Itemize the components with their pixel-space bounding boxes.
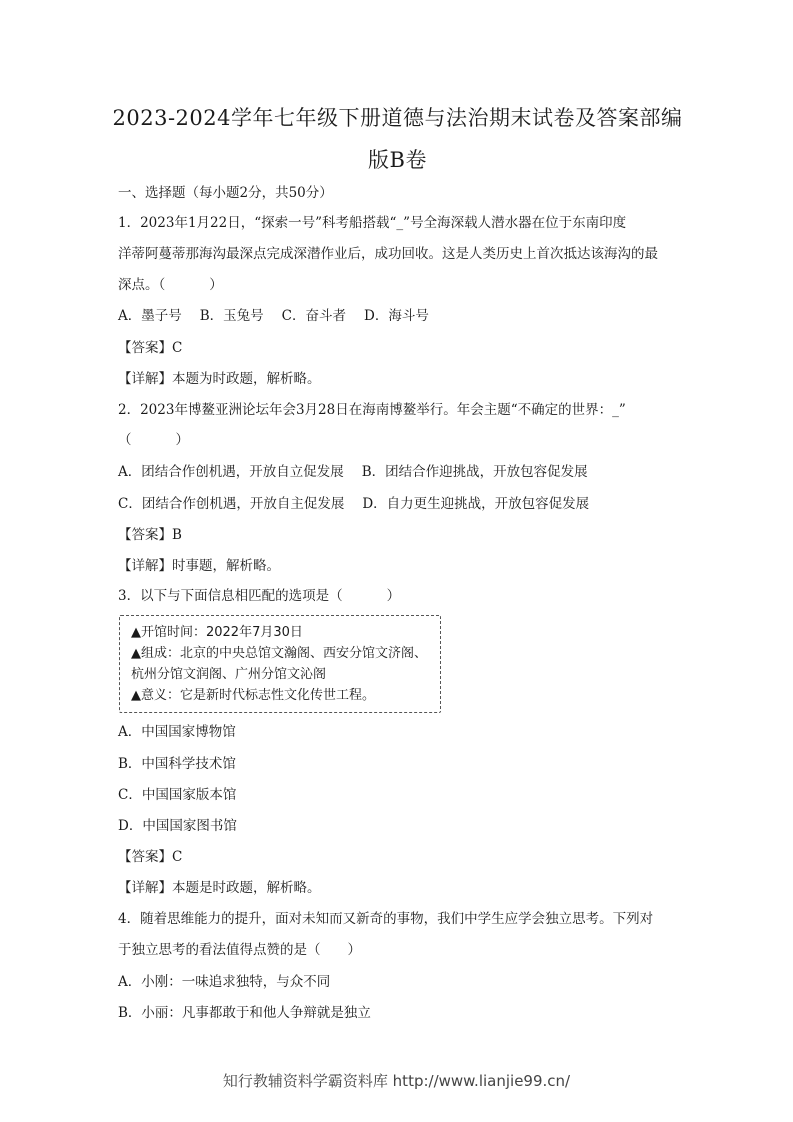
q1-option-b: B．玉兔号 xyxy=(199,308,264,324)
q2-option-b: B．团结合作迎挑战，开放包容促发展 xyxy=(361,464,588,480)
q3-stem-text: 3．以下与下面信息相匹配的选项是（ xyxy=(118,588,343,604)
document-title-line1: 2023-2024学年七年级下册道德与法治期末试卷及答案部编 xyxy=(112,106,683,130)
q3-answer: 【答案】C xyxy=(118,849,183,865)
q1-paren-close: ） xyxy=(209,277,223,293)
q1-option-a: A．墨子号 xyxy=(118,308,182,324)
q1-stem-line1: 1．2023年1月22日，“探索一号”科考船搭载“_”号全海深载人潜水器在位于东南印度 xyxy=(118,215,627,231)
q2-paren-close: ） xyxy=(175,432,189,448)
q4-stem-line2: 于独立思考的看法值得点赞的是（ ） xyxy=(118,942,361,958)
q1-detail: 【详解】本题为时政题，解析略。 xyxy=(118,371,321,387)
q1-stem-line2: 洋蒂阿蔓蒂那海沟最深点完成深潜作业后，成功回收。这是人类历史上首次抵达该海沟的最 xyxy=(118,246,658,262)
q3-option-b: B．中国科学技术馆 xyxy=(118,756,236,772)
q2-options-cd xyxy=(118,495,589,513)
q1-stem-line3 xyxy=(118,276,223,294)
q2-stem-line1: 2．2023年博鳌亚洲论坛年会3月28日在海南博鳌举行。年会主题“不确定的世界：_” xyxy=(118,402,626,418)
q2-option-c: C．团结合作创机遇，开放自主促发展 xyxy=(118,496,345,512)
q4-option-b: B．小丽：凡事都敢于和他人争辩就是独立 xyxy=(118,1005,371,1021)
q3-option-d: D．中国国家图书馆 xyxy=(118,818,237,834)
q1-option-d: D．海斗号 xyxy=(364,308,429,324)
q1-answer: 【答案】C xyxy=(118,340,183,356)
q2-paren-open: （ xyxy=(118,432,132,448)
q3-option-a: A．中国国家博物馆 xyxy=(118,724,236,740)
q3-stem xyxy=(118,587,400,605)
footer-watermark: 知行教辅资料学霸资料库 http://www.lianjie99.cn/ xyxy=(222,1072,571,1090)
q2-options-ab xyxy=(118,463,588,481)
q3-info-line2: ▲组成：北京的中央总馆文瀚阁、西安分馆文济阁、 xyxy=(131,646,427,661)
q2-stem-line2 xyxy=(118,431,189,449)
q3-detail: 【详解】本题是时政题，解析略。 xyxy=(118,880,321,896)
q4-option-a: A．小刚：一味追求独特，与众不同 xyxy=(118,974,331,990)
q2-detail: 【详解】时事题，解析略。 xyxy=(118,558,280,574)
section-heading: 一、选择题（每小题2分，共50分） xyxy=(118,185,333,201)
q2-option-d: D．自力更生迎挑战，开放包容促发展 xyxy=(362,496,590,512)
q3-info-line1: ▲开馆时间：2022年7月30日 xyxy=(131,625,303,640)
q3-paren-close: ） xyxy=(386,588,401,604)
q1-option-c: C．奋斗者 xyxy=(281,308,347,324)
q3-info-line3: 杭州分馆文润阁、广州分馆文沁阁 xyxy=(131,667,327,682)
q2-option-a: A．团结合作创机遇，开放自立促发展 xyxy=(118,464,344,480)
document-title-line2: 版B卷 xyxy=(368,148,427,172)
q2-answer: 【答案】B xyxy=(118,527,182,543)
q3-option-c: C．中国国家版本馆 xyxy=(118,787,237,803)
q1-stem-text: 深点。（ xyxy=(118,277,166,293)
q1-options xyxy=(118,307,447,325)
q4-stem-line1: 4．随着思维能力的提升，面对未知而又新奇的事物，我们中学生应学会独立思考。下列对 xyxy=(118,911,654,927)
q3-info-line4: ▲意义：它是新时代标志性文化传世工程。 xyxy=(131,688,375,703)
